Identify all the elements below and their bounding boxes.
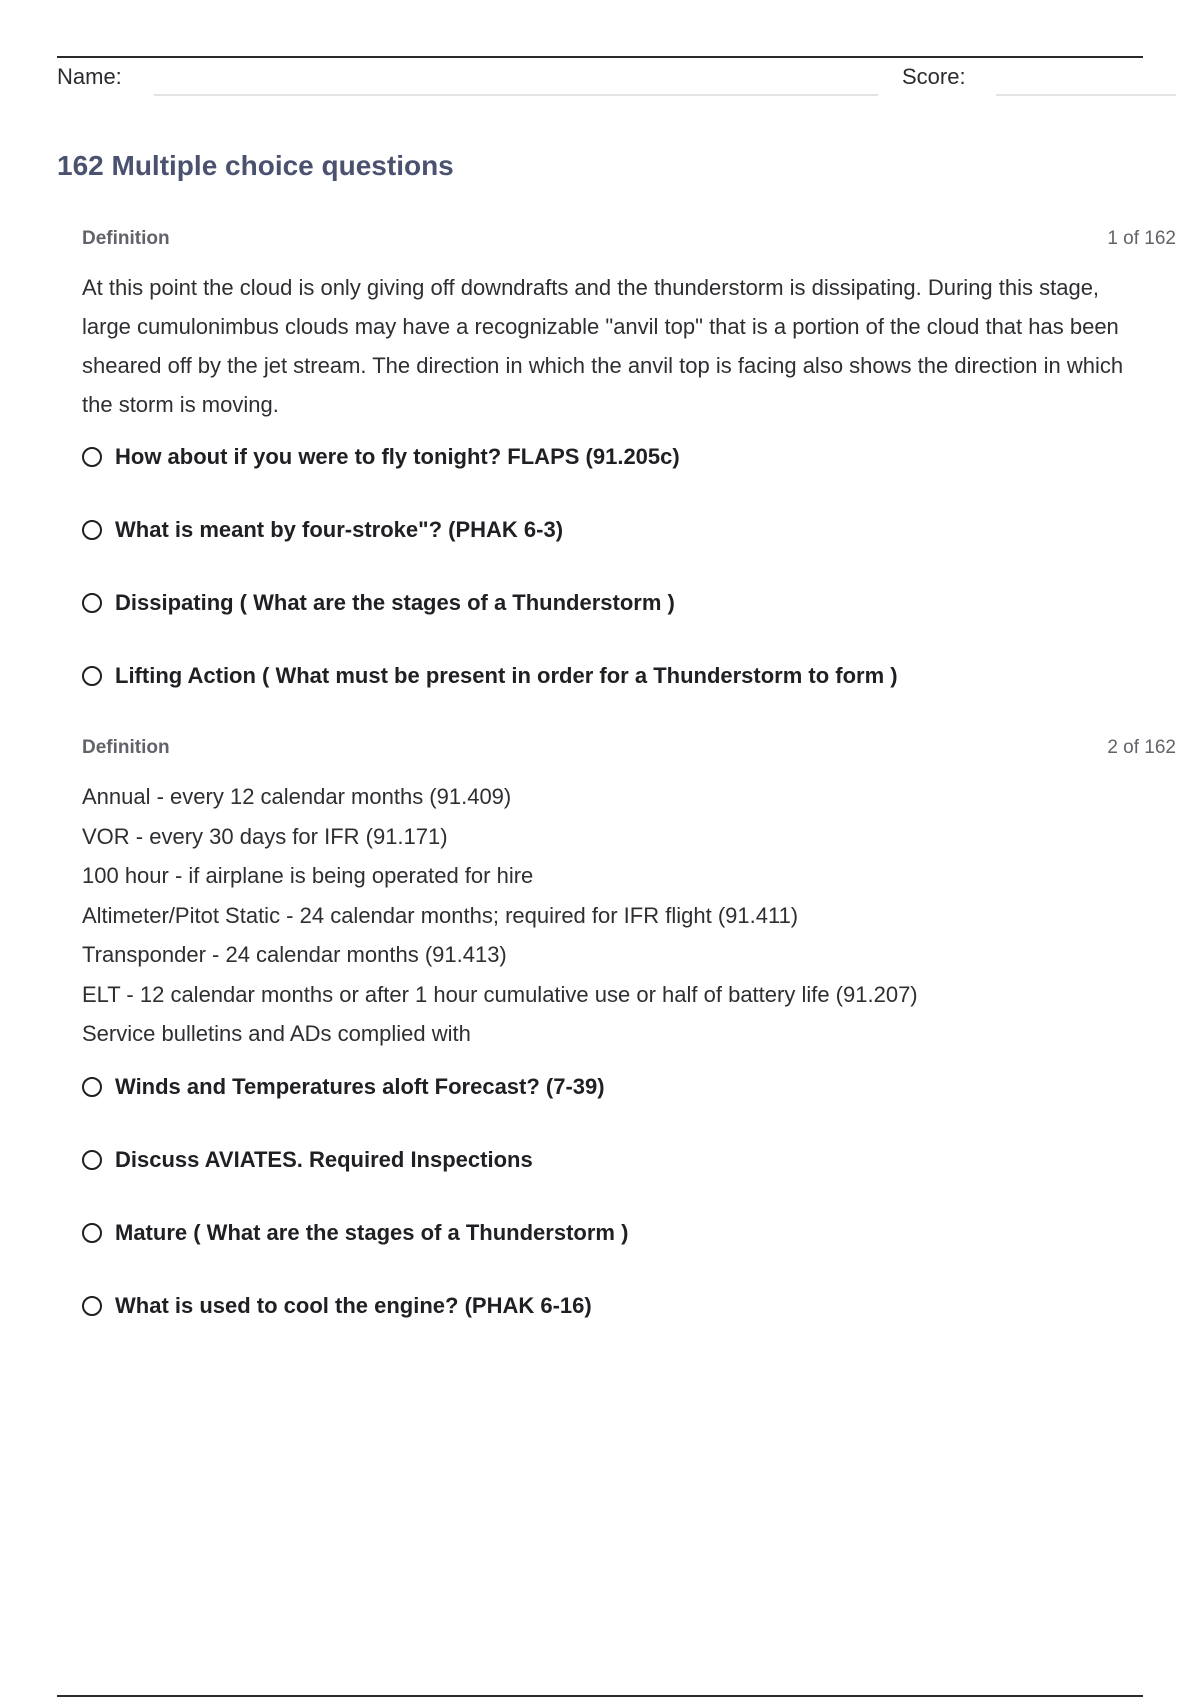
answer-options [82,1074,1176,1366]
answer-option-label: How about if you were to fly tonight? FLAPS (91.205c) [115,444,680,469]
answer-option[interactable] [82,1147,1176,1220]
name-label: Name: [57,64,122,89]
name-field[interactable] [154,94,878,96]
answer-options [82,444,1176,736]
question-header [82,228,1176,254]
question-2 [82,737,1176,1366]
radio-icon[interactable] [82,593,102,613]
answer-option[interactable] [82,1220,1176,1293]
definition-text: At this point the cloud is only giving off downdrafts and the thunderstorm is dissipating. During this stage, large cumulonimbus clouds may have a recognizable "anvil top" that is a portion of the cloud that has been sheared off by the jet stream. The direction in which the anvil top is facing also shows the direction in which the storm is moving. [82,275,1124,417]
answer-option-label: Lifting Action ( What must be present in order for a Thunderstorm to form ) [115,663,898,688]
answer-option[interactable] [82,663,1176,736]
definition-line: 100 hour - if airplane is being operated for hire [82,863,534,888]
question-header [82,737,1176,763]
definition-line: ELT - 12 calendar months or after 1 hour cumulative use or half of battery life (91.207) [82,981,918,1007]
answer-option[interactable] [82,1074,1176,1147]
radio-icon[interactable] [82,1150,102,1170]
definition-text [82,777,1176,1054]
answer-option[interactable] [82,444,1176,517]
top-divider [57,56,1143,58]
answer-option[interactable] [82,590,1176,663]
radio-icon[interactable] [82,666,102,686]
radio-icon[interactable] [82,1223,102,1243]
radio-icon[interactable] [82,1296,102,1316]
answer-option-label: Dissipating ( What are the stages of a Thunderstorm ) [115,590,675,615]
score-field[interactable] [996,94,1176,96]
answer-option-label: Discuss AVIATES. Required Inspections [115,1146,533,1172]
score-label: Score: [902,64,966,89]
answer-option-label: Mature ( What are the stages of a Thunderstorm ) [115,1219,629,1245]
definition-line: VOR - every 30 days for IFR (91.171) [82,823,448,849]
question-type-label: Definition [82,737,170,758]
definition-line: Service bulletins and ADs complied with [82,1021,471,1046]
radio-icon[interactable] [82,447,102,467]
answer-option-label: What is meant by four-stroke"? (PHAK 6-3) [115,517,564,542]
question-type-label: Definition [82,228,170,249]
answer-option-label: What is used to cool the engine? (PHAK 6-16) [115,1292,592,1318]
bottom-divider [57,1695,1143,1697]
definition-line: Transponder - 24 calendar months (91.413) [82,942,507,967]
answer-option[interactable] [82,1293,1176,1366]
definition-line: Altimeter/Pitot Static - 24 calendar months; required for IFR flight (91.411) [82,902,799,928]
radio-icon[interactable] [82,520,102,540]
definition-line: Annual - every 12 calendar months (91.409) [82,784,512,809]
question-counter: 2 of 162 [1107,737,1176,758]
question-counter: 1 of 162 [1107,228,1176,249]
answer-option[interactable] [82,517,1176,590]
answer-option-label: Winds and Temperatures aloft Forecast? (7-39) [115,1073,605,1099]
radio-icon[interactable] [82,1077,102,1097]
question-1 [82,228,1176,736]
page-title: 162 Multiple choice questions [57,150,454,181]
